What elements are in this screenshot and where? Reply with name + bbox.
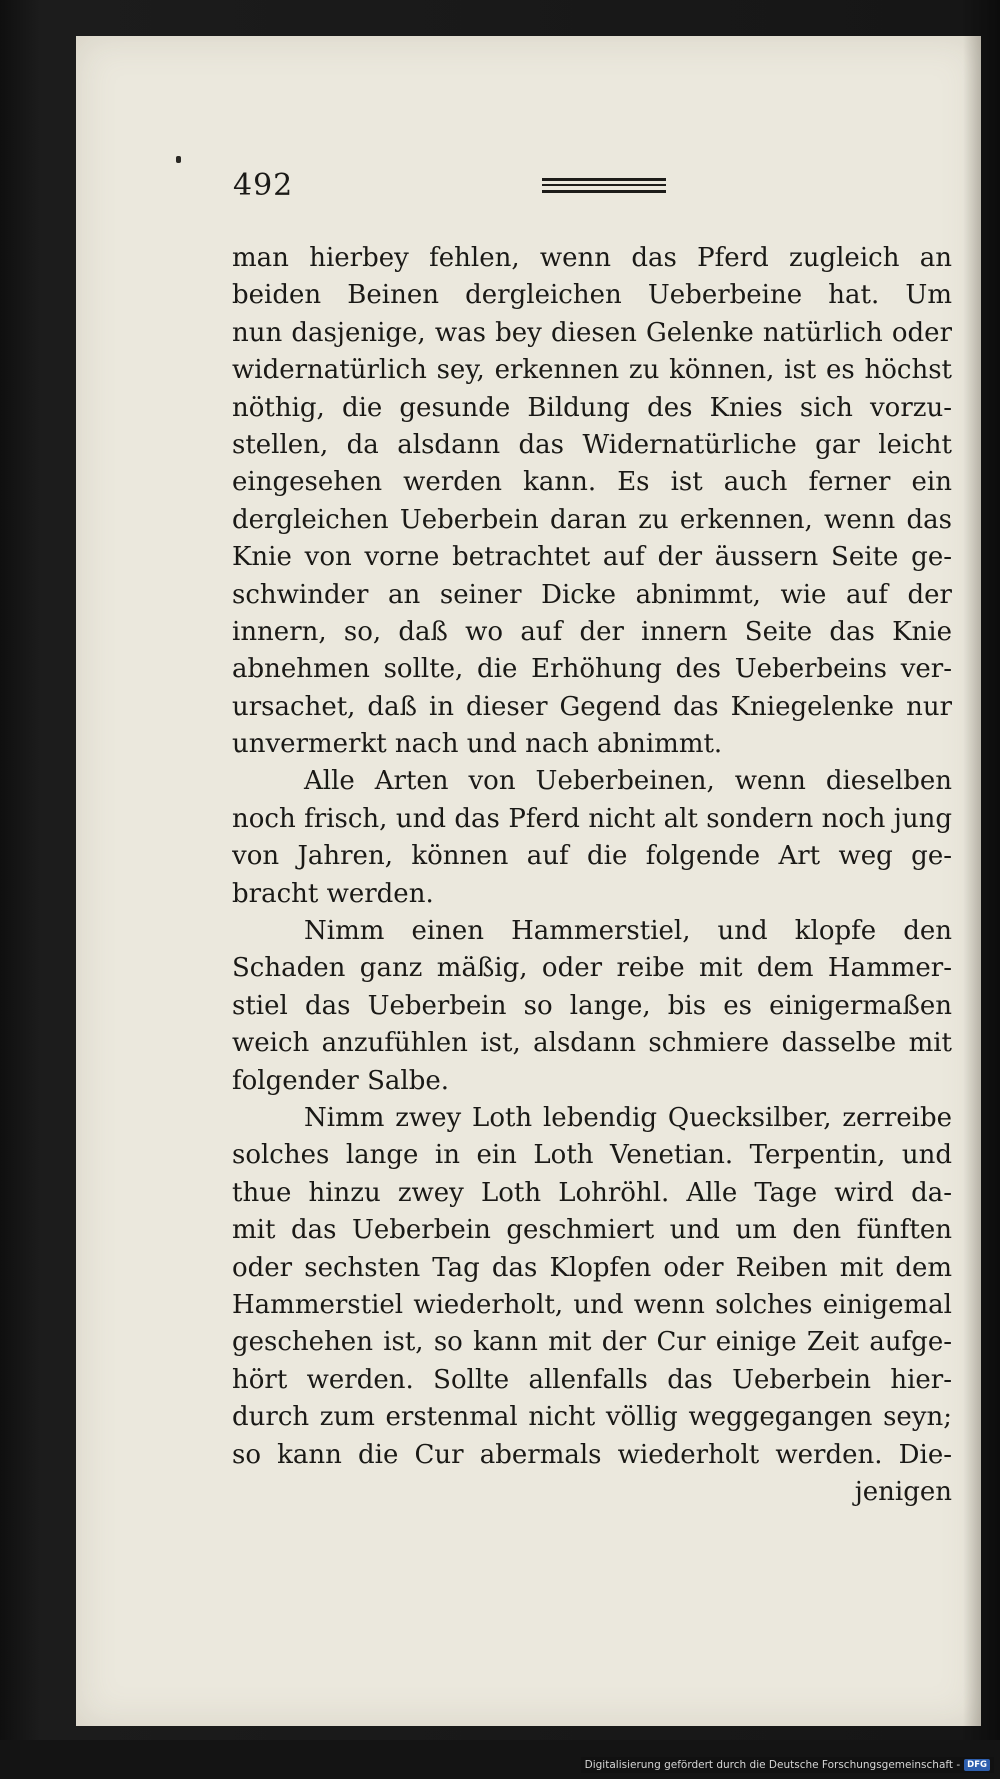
text-line: widernatürlich sey, erkennen zu können, ist es höchst	[232, 355, 952, 386]
text-line: innern, so, daß wo auf der innern Seite das Knie	[232, 616, 952, 647]
text-line: hört werden. Sollte allenfalls das Ueberbein hier-	[232, 1364, 952, 1395]
text-line: folgender Salbe.	[232, 1065, 450, 1096]
text-line: stellen, da alsdann das Widernatürliche gar leicht	[232, 429, 952, 460]
text-line: Hammerstiel wiederholt, und wenn solches einigemal	[232, 1289, 952, 1320]
text-line: schwinder an seiner Dicke abnimmt, wie auf der	[232, 579, 952, 610]
text-line: oder sechsten Tag das Klopfen oder Reiben mit dem	[232, 1252, 952, 1283]
text-line: Knie von vorne betrachtet auf der äussern Seite ge-	[232, 542, 952, 573]
text-line: bracht werden.	[232, 878, 434, 909]
text-line: Nimm zwey Loth lebendig Quecksilber, zerreibe	[304, 1102, 952, 1133]
text-line: beiden Beinen dergleichen Ueberbeine hat. Um	[232, 280, 952, 311]
text-line: Schaden ganz mäßig, oder reibe mit dem Hammer-	[232, 953, 952, 984]
page-header	[155, 160, 955, 210]
text-line: ursachet, daß in dieser Gegend das Kniegelenke nur	[232, 691, 952, 722]
text-line: Alle Arten von Ueberbeinen, wenn dieselben	[304, 766, 952, 797]
text-line: solches lange in ein Loth Venetian. Terpentin, und	[232, 1140, 952, 1171]
text-line: man hierbey fehlen, wenn das Pferd zugleich an	[232, 243, 952, 273]
header-rule	[542, 190, 666, 193]
text-line: weich anzufühlen ist, alsdann schmiere dasselbe mit	[232, 1028, 952, 1059]
header-rule	[542, 178, 666, 181]
text-line: thue hinzu zwey Loth Lohröhl. Alle Tage wird da-	[232, 1177, 952, 1208]
text-line: dergleichen Ueberbein daran zu erkennen, wenn das	[232, 504, 952, 535]
text-line: so kann die Cur abermals wiederholt werden. Die-	[232, 1439, 952, 1470]
credit-text: Digitalisierung gefördert durch die Deutsche Forschungsgemeinschaft -	[584, 1759, 961, 1771]
header-rule	[542, 184, 666, 186]
text-line: von Jahren, können auf die folgende Art weg ge-	[232, 841, 952, 872]
text-line: mit das Ueberbein geschmiert und um den fünften	[232, 1215, 952, 1246]
digitization-credit	[581, 1757, 994, 1773]
text-line: geschehen ist, so kann mit der Cur einige Zeit aufge-	[232, 1327, 952, 1358]
text-line: stiel das Ueberbein so lange, bis es einigermaßen	[232, 990, 952, 1021]
text-line: unvermerkt nach und nach abnimmt.	[232, 729, 723, 760]
text-line: Nimm einen Hammerstiel, und klopfe den	[304, 916, 952, 947]
text-line: nun dasjenige, was bey diesen Gelenke natürlich oder	[232, 317, 952, 348]
text-line: jenigen	[854, 1476, 952, 1507]
dfg-logo: DFG	[964, 1759, 990, 1771]
page-number: 492	[233, 168, 294, 203]
text-line: nöthig, die gesunde Bildung des Knies sich vorzu-	[232, 392, 952, 423]
text-line: durch zum erstenmal nicht völlig weggegangen seyn;	[232, 1402, 952, 1433]
body-text	[232, 240, 952, 1511]
text-line: abnehmen sollte, die Erhöhung des Ueberbeins ver-	[232, 654, 952, 685]
text-line: eingesehen werden kann. Es ist auch ferner ein	[232, 467, 952, 498]
text-line: noch frisch, und das Pferd nicht alt sondern noch jung	[232, 803, 952, 834]
